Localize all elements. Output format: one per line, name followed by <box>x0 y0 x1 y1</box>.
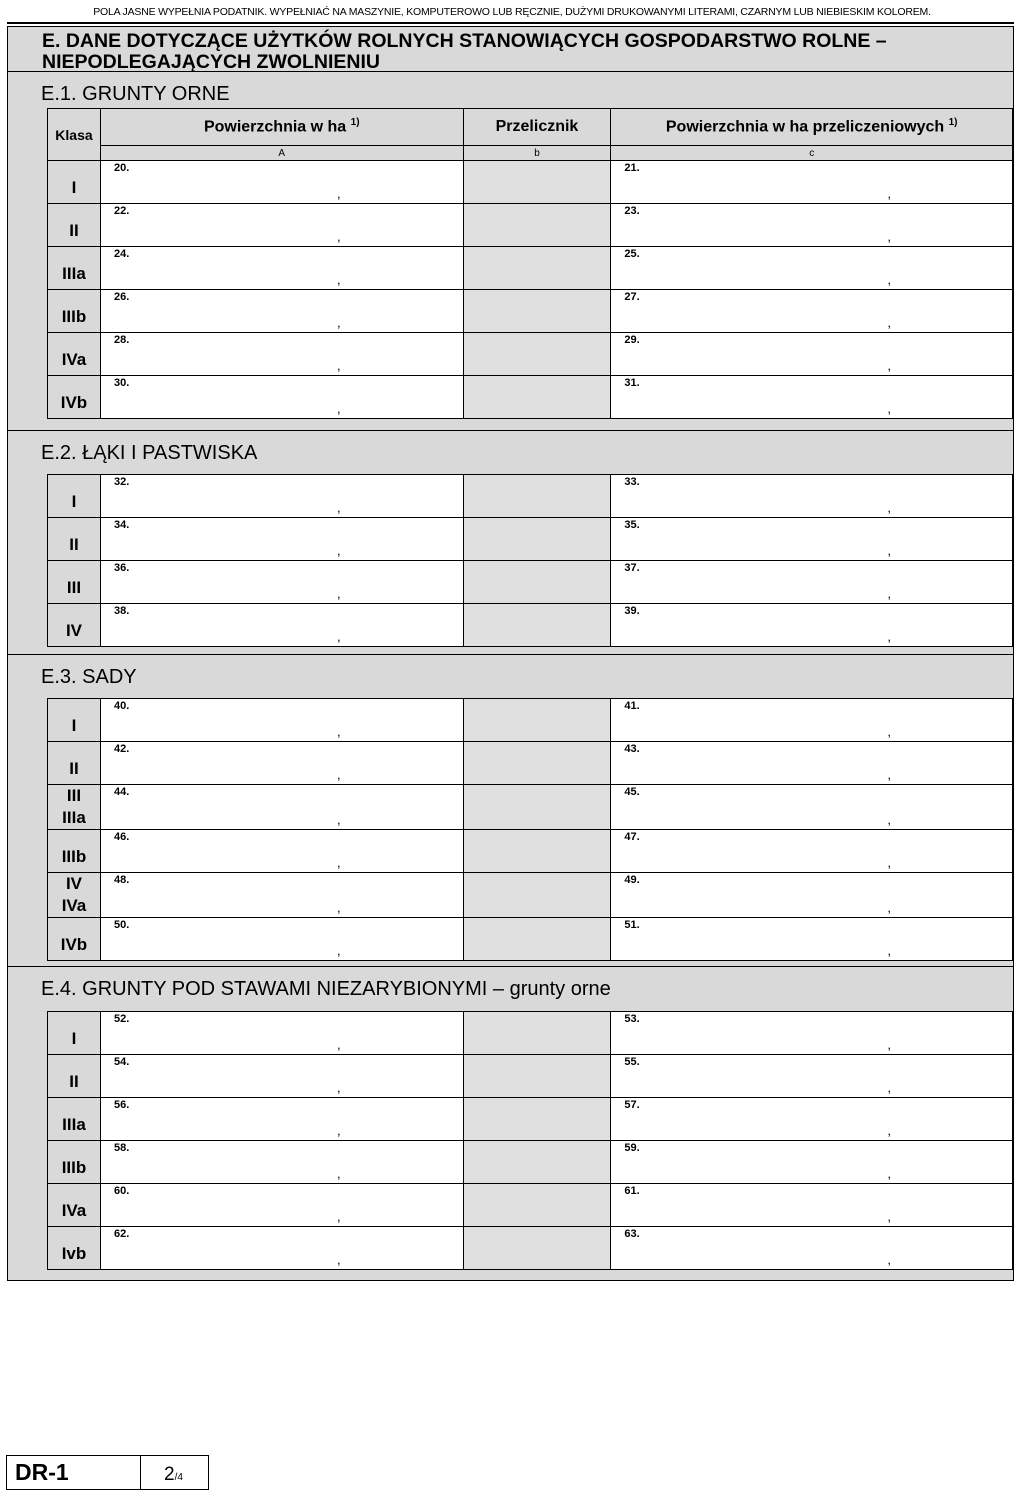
decimal-comma: , <box>887 186 892 201</box>
table-row <box>48 785 1013 830</box>
klasa-label: II <box>69 535 79 554</box>
przelicznik-cell <box>463 604 611 647</box>
klasa-label: I <box>71 492 77 511</box>
przelicznik-cell <box>463 1098 611 1141</box>
klasa-cell <box>48 333 101 376</box>
klasa-label: IV <box>65 874 83 893</box>
table-row <box>48 204 1013 247</box>
klasa-cell <box>48 561 101 604</box>
subsection-title: E.4. GRUNTY POD STAWAMI NIEZARYBIONYMI – grunty orne <box>41 978 611 1000</box>
area-ha-field[interactable] <box>100 918 463 961</box>
klasa-label: II <box>69 1072 79 1091</box>
klasa-cell <box>48 1141 101 1184</box>
field-number: 53. <box>624 1013 640 1025</box>
area-ha-field[interactable] <box>100 518 463 561</box>
przelicznik-cell <box>463 1055 611 1098</box>
field-number: 44. <box>113 786 130 798</box>
decimal-comma: , <box>336 767 341 782</box>
field-number: 37. <box>624 562 640 574</box>
przelicznik-cell <box>463 475 611 518</box>
klasa-label: IVa <box>61 1201 87 1220</box>
klasa-label: IIIb <box>61 1158 87 1177</box>
section-e-form <box>7 26 1014 1281</box>
converted-area-field[interactable] <box>611 699 1013 742</box>
klasa-cell <box>48 376 101 419</box>
area-ha-field[interactable] <box>100 699 463 742</box>
converted-area-field[interactable] <box>611 1184 1013 1227</box>
decimal-comma: , <box>887 1209 892 1224</box>
klasa-cell <box>48 699 101 742</box>
field-number: 49. <box>624 874 640 886</box>
field-number: 55. <box>624 1056 640 1068</box>
field-number: 47. <box>624 831 640 843</box>
field-number: 28. <box>113 334 130 346</box>
column-letter-c: c <box>611 146 1013 161</box>
field-number: 30. <box>113 377 130 389</box>
converted-area-field[interactable] <box>611 1141 1013 1184</box>
field-number: 31. <box>624 377 640 389</box>
decimal-comma: , <box>336 629 341 644</box>
decimal-comma: , <box>887 358 892 373</box>
klasa-cell <box>48 290 101 333</box>
table-row <box>48 561 1013 604</box>
footnote-marker: 1) <box>948 117 958 129</box>
area-ha-field[interactable] <box>100 161 463 204</box>
converted-area-field[interactable] <box>611 1055 1013 1098</box>
decimal-comma: , <box>887 812 892 827</box>
column-letter-b: b <box>463 146 611 161</box>
decimal-comma: , <box>336 586 341 601</box>
field-number: 32. <box>113 476 130 488</box>
decimal-comma: , <box>887 315 892 330</box>
klasa-cell <box>48 1012 101 1055</box>
klasa-cell <box>48 247 101 290</box>
converted-area-field[interactable] <box>611 161 1013 204</box>
field-number: 46. <box>113 831 130 843</box>
converted-area-field[interactable] <box>611 376 1013 419</box>
subsection-title: E.1. GRUNTY ORNE <box>41 83 230 105</box>
field-number: 35. <box>624 519 640 531</box>
klasa-label: II <box>69 759 79 778</box>
decimal-comma: , <box>336 1123 341 1138</box>
decimal-comma: , <box>887 943 892 958</box>
field-number: 41. <box>624 700 640 712</box>
area-table <box>47 474 1013 647</box>
przelicznik-cell <box>463 161 611 204</box>
header-conv-label: Przelicznik <box>495 118 579 135</box>
area-ha-field[interactable] <box>100 830 463 873</box>
klasa-cell <box>48 604 101 647</box>
klasa-label-secondary: IVa <box>61 896 87 915</box>
decimal-comma: , <box>887 724 892 739</box>
przelicznik-cell <box>463 1184 611 1227</box>
przelicznik-cell <box>463 742 611 785</box>
area-ha-field[interactable] <box>100 785 463 830</box>
field-number: 40. <box>113 700 130 712</box>
klasa-cell <box>48 742 101 785</box>
table-header-row <box>48 109 1013 146</box>
area-table <box>47 108 1013 419</box>
converted-area-field[interactable] <box>611 918 1013 961</box>
przelicznik-cell <box>463 518 611 561</box>
converted-area-field[interactable] <box>611 333 1013 376</box>
klasa-label: IVa <box>61 350 87 369</box>
przelicznik-cell <box>463 561 611 604</box>
decimal-comma: , <box>887 500 892 515</box>
form-code: DR-1 <box>15 1459 69 1485</box>
header-klasa <box>48 109 101 161</box>
table-row <box>48 1141 1013 1184</box>
field-number: 33. <box>624 476 640 488</box>
converted-area-field[interactable] <box>611 204 1013 247</box>
klasa-cell <box>48 204 101 247</box>
klasa-label: Ivb <box>61 1244 87 1263</box>
decimal-comma: , <box>887 1252 892 1267</box>
decimal-comma: , <box>887 1166 892 1181</box>
field-number: 56. <box>113 1099 130 1111</box>
decimal-comma: , <box>336 272 341 287</box>
decimal-comma: , <box>336 186 341 201</box>
decimal-comma: , <box>336 1166 341 1181</box>
field-number: 59. <box>624 1142 640 1154</box>
przelicznik-cell <box>463 918 611 961</box>
przelicznik-cell <box>463 785 611 830</box>
table-row <box>48 830 1013 873</box>
area-ha-field[interactable] <box>100 1141 463 1184</box>
area-ha-field[interactable] <box>100 1227 463 1270</box>
converted-area-field[interactable] <box>611 1098 1013 1141</box>
field-number: 48. <box>113 874 130 886</box>
field-number: 23. <box>624 205 640 217</box>
decimal-comma: , <box>336 358 341 373</box>
field-number: 52. <box>113 1013 130 1025</box>
decimal-comma: , <box>336 543 341 558</box>
field-number: 61. <box>624 1185 640 1197</box>
area-ha-field[interactable] <box>100 475 463 518</box>
field-number: 20. <box>113 162 130 174</box>
table-row <box>48 1227 1013 1270</box>
area-ha-field[interactable] <box>100 1012 463 1055</box>
przelicznik-cell <box>463 247 611 290</box>
decimal-comma: , <box>336 943 341 958</box>
field-number: 45. <box>624 786 640 798</box>
decimal-comma: , <box>887 1123 892 1138</box>
field-number: 21. <box>624 162 640 174</box>
subsection-e2 <box>8 430 1013 644</box>
field-number: 54. <box>113 1056 130 1068</box>
klasa-label: IIIa <box>62 264 86 283</box>
field-number: 60. <box>113 1185 130 1197</box>
table-row <box>48 475 1013 518</box>
converted-area-field[interactable] <box>611 561 1013 604</box>
field-number: 25. <box>624 248 640 260</box>
header-area <box>100 109 463 146</box>
field-number: 62. <box>113 1228 130 1240</box>
klasa-label: IV <box>65 621 82 640</box>
decimal-comma: , <box>887 767 892 782</box>
page-number <box>164 1464 183 1486</box>
area-ha-field[interactable] <box>100 204 463 247</box>
klasa-label: II <box>69 221 79 240</box>
converted-area-field[interactable] <box>611 1227 1013 1270</box>
section-e-title <box>42 31 982 73</box>
przelicznik-cell <box>463 830 611 873</box>
subsection-title: E.3. SADY <box>41 666 137 688</box>
field-number: 26. <box>113 291 130 303</box>
field-number: 39. <box>624 605 640 617</box>
decimal-comma: , <box>887 543 892 558</box>
page-footer <box>6 1455 209 1490</box>
area-ha-field[interactable] <box>100 1098 463 1141</box>
area-ha-field[interactable] <box>100 247 463 290</box>
klasa-label: I <box>71 178 77 197</box>
section-e-title-line1: E. DANE DOTYCZĄCE UŻYTKÓW ROLNYCH STANOWIĄCYCH GOSPODARSTWO ROLNE – <box>42 30 887 52</box>
table-row <box>48 1184 1013 1227</box>
decimal-comma: , <box>887 272 892 287</box>
converted-area-field[interactable] <box>611 742 1013 785</box>
table-row <box>48 247 1013 290</box>
table-row <box>48 742 1013 785</box>
field-number: 43. <box>624 743 640 755</box>
page-total: /4 <box>174 1472 183 1483</box>
converted-area-field[interactable] <box>611 290 1013 333</box>
klasa-cell <box>48 518 101 561</box>
header-area-label: Powierzchnia w ha <box>203 118 347 136</box>
footer-separator <box>140 1456 141 1489</box>
field-number: 24. <box>113 248 130 260</box>
klasa-cell <box>48 1184 101 1227</box>
area-ha-field[interactable] <box>100 290 463 333</box>
field-number: 57. <box>624 1099 640 1111</box>
fill-instructions-notice: POLA JASNE WYPEŁNIA PODATNIK. WYPEŁNIAĆ NA MASZYNIE, KOMPUTEROWO LUB RĘCZNIE, DUŻYMI DRUKOWANYMI LITERAMI, CZARNYM LUB NIEBIESKIM KOLOREM. <box>93 6 931 18</box>
przelicznik-cell <box>463 1012 611 1055</box>
area-ha-field[interactable] <box>100 1055 463 1098</box>
table-row <box>48 873 1013 918</box>
klasa-label: I <box>71 1029 77 1048</box>
table-row <box>48 1055 1013 1098</box>
table-row <box>48 333 1013 376</box>
converted-area-field[interactable] <box>611 604 1013 647</box>
table-row <box>48 376 1013 419</box>
area-ha-field[interactable] <box>100 742 463 785</box>
area-ha-field[interactable] <box>100 333 463 376</box>
header-conv <box>463 109 611 146</box>
header-res <box>611 109 1013 146</box>
converted-area-field[interactable] <box>611 475 1013 518</box>
decimal-comma: , <box>887 586 892 601</box>
klasa-cell <box>48 918 101 961</box>
decimal-comma: , <box>336 900 341 915</box>
decimal-comma: , <box>336 724 341 739</box>
field-number: 22. <box>113 205 130 217</box>
klasa-label: IIIa <box>62 1115 86 1134</box>
column-letters-row <box>48 146 1013 161</box>
field-number: 29. <box>624 334 640 346</box>
klasa-label: IIIb <box>61 307 87 326</box>
decimal-comma: , <box>887 900 892 915</box>
klasa-cell <box>48 830 101 873</box>
section-e-title-line2: NIEPODLEGAJĄCYCH ZWOLNIENIU <box>42 51 381 73</box>
przelicznik-cell <box>463 699 611 742</box>
przelicznik-cell <box>463 290 611 333</box>
column-letter-a: A <box>100 146 463 161</box>
decimal-comma: , <box>336 229 341 244</box>
converted-area-field[interactable] <box>611 785 1013 830</box>
klasa-label: IVb <box>60 393 88 412</box>
klasa-label: IIIb <box>61 847 87 866</box>
subsection-title: E.2. ŁĄKI I PASTWISKA <box>41 442 258 464</box>
subsection-e4 <box>8 966 1013 1267</box>
decimal-comma: , <box>336 855 341 870</box>
przelicznik-cell <box>463 376 611 419</box>
decimal-comma: , <box>887 401 892 416</box>
converted-area-field[interactable] <box>611 830 1013 873</box>
converted-area-field[interactable] <box>611 247 1013 290</box>
field-number: 42. <box>113 743 130 755</box>
klasa-label: I <box>71 716 77 735</box>
area-ha-field[interactable] <box>100 1184 463 1227</box>
field-number: 51. <box>624 919 640 931</box>
przelicznik-cell <box>463 333 611 376</box>
klasa-cell <box>48 161 101 204</box>
area-ha-field[interactable] <box>100 561 463 604</box>
table-row <box>48 918 1013 961</box>
area-ha-field[interactable] <box>100 873 463 918</box>
decimal-comma: , <box>887 1037 892 1052</box>
decimal-comma: , <box>887 1080 892 1095</box>
area-table <box>47 1011 1013 1270</box>
decimal-comma: , <box>336 1080 341 1095</box>
decimal-comma: , <box>336 315 341 330</box>
field-number: 36. <box>113 562 130 574</box>
klasa-label: III <box>66 578 82 597</box>
converted-area-field[interactable] <box>611 518 1013 561</box>
decimal-comma: , <box>887 855 892 870</box>
header-klasa-label: Klasa <box>55 126 93 143</box>
table-row <box>48 161 1013 204</box>
area-ha-field[interactable] <box>100 604 463 647</box>
table-row <box>48 518 1013 561</box>
area-ha-field[interactable] <box>100 376 463 419</box>
table-row <box>48 1012 1013 1055</box>
decimal-comma: , <box>887 229 892 244</box>
klasa-cell <box>48 785 101 830</box>
klasa-label-secondary: IIIa <box>62 808 86 827</box>
table-row <box>48 604 1013 647</box>
przelicznik-cell <box>463 204 611 247</box>
field-number: 50. <box>113 919 130 931</box>
field-number: 63. <box>624 1228 640 1240</box>
header-res-label: Powierzchnia w ha przeliczeniowych <box>665 118 945 136</box>
decimal-comma: , <box>336 1037 341 1052</box>
table-row <box>48 699 1013 742</box>
przelicznik-cell <box>463 873 611 918</box>
page-current: 2 <box>164 1464 175 1485</box>
field-number: 27. <box>624 291 640 303</box>
converted-area-field[interactable] <box>611 873 1013 918</box>
klasa-label: IVb <box>60 935 88 954</box>
decimal-comma: , <box>336 812 341 827</box>
klasa-label: III <box>66 786 82 805</box>
przelicznik-cell <box>463 1141 611 1184</box>
klasa-cell <box>48 1098 101 1141</box>
klasa-cell <box>48 1055 101 1098</box>
top-rule <box>7 22 1014 24</box>
klasa-cell <box>48 1227 101 1270</box>
area-table <box>47 698 1013 961</box>
field-number: 58. <box>113 1142 130 1154</box>
klasa-cell <box>48 475 101 518</box>
table-row <box>48 290 1013 333</box>
klasa-cell <box>48 873 101 918</box>
decimal-comma: , <box>336 1209 341 1224</box>
converted-area-field[interactable] <box>611 1012 1013 1055</box>
decimal-comma: , <box>336 1252 341 1267</box>
subsection-e3 <box>8 654 1013 958</box>
field-number: 38. <box>113 605 130 617</box>
decimal-comma: , <box>336 401 341 416</box>
subsection-e1 <box>8 71 1013 416</box>
table-row <box>48 1098 1013 1141</box>
footnote-marker: 1) <box>350 117 360 129</box>
field-number: 34. <box>113 519 130 531</box>
decimal-comma: , <box>336 500 341 515</box>
przelicznik-cell <box>463 1227 611 1270</box>
decimal-comma: , <box>887 629 892 644</box>
